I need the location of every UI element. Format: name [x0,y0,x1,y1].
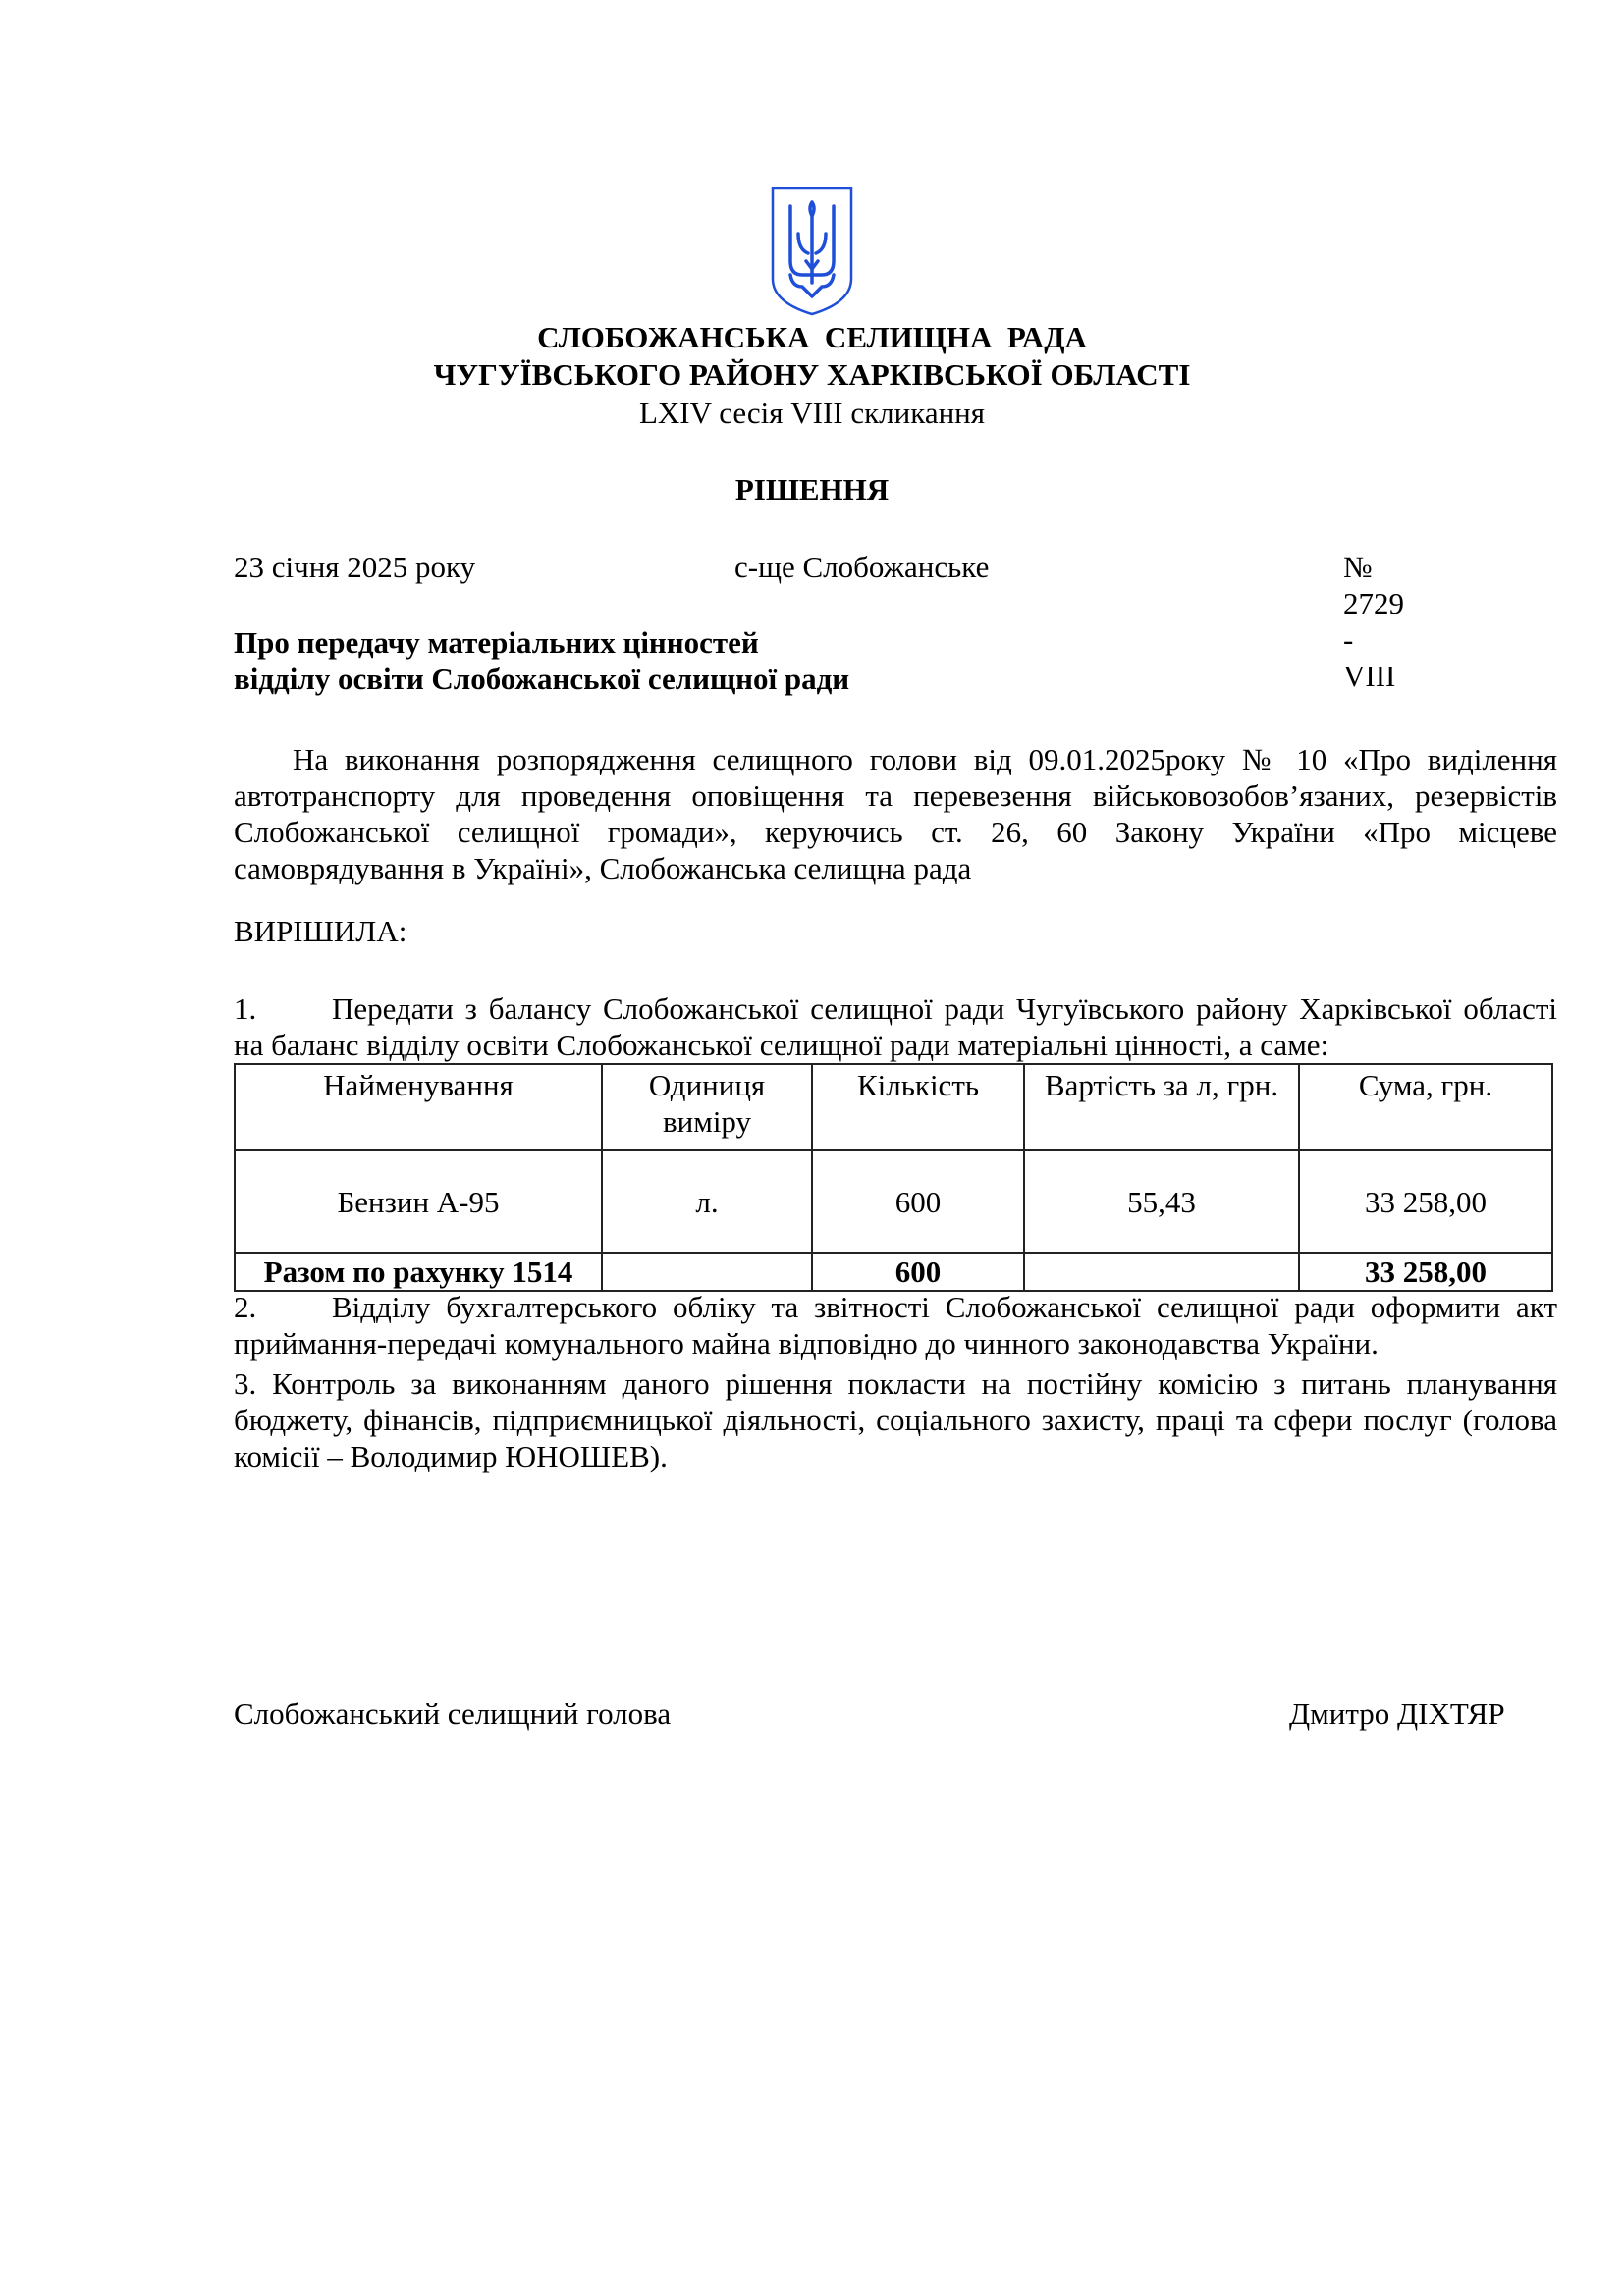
preamble-paragraph [234,741,1557,886]
header-price: Вартість за л, грн. [1024,1064,1299,1150]
header-name: Найменування [235,1064,602,1150]
decision-date: 23 січня 2025 року [234,550,476,584]
session-label: LXIV сесія VIII скликання [638,396,986,430]
resolution-item-2 [234,1289,1557,1362]
cell-unit: л. [602,1150,812,1253]
total-sum: 33 258,00 [1299,1253,1552,1291]
cell-price: 55,43 [1024,1150,1299,1253]
org-name-line1: СЛОБОЖАНСЬКА СЕЛИЩНА РАДА [537,320,1087,354]
resolution-item-3 [234,1365,1557,1474]
resolved-label: ВИРІШИЛА: [234,914,407,948]
signatory-role: Слобожанський селищний голова [234,1696,672,1731]
cell-quantity: 600 [812,1150,1024,1253]
document-page: СЛОБОЖАНСЬКА СЕЛИЩНА РАДА ЧУГУЇВСЬКОГО РАЙОНУ ХАРКІВСЬКОЇ ОБЛАСТІ LXIV сесія VIII скликання РІШЕННЯ 23 січня 2025 року с-ще Слобожанське № 2729 - VIII Про передачу матеріальних цінностей відділу освіти Слобожанської селищної ради На виконання розпорядження селищного голови від 09.01.2025року № 10 «Про виділення автотранспорту для проведення оповіщення та перевезення військовозобов’язаних, резервістів Слобожанської селищної громади», керуючись ст. 26, 60 Закону України «Про місцеве самоврядування в Україні», Слобожанська селищна рада ВИРІШИЛА: 1. Передати з балансу Слобожанської селищної ради Чугуївського району Харківської області на баланс відділу освіти Слобожанської селищної ради матеріальні цінності, а саме: Найменування Одиниця виміру Кількість Вартість за л, грн. Сума, грн. Бензин А-95 л. 600 55,43 33 258,00 Разом по рахунку 1514 600 33 258,00 2. Відділу бухгалтерського обліку та звітності Слобожанської селищної ради оформити акт приймання-передачі комунального майна відповідно до чинного законодавства України. 3. Контроль за виконанням даного рішення покласти на постійну комісію з питань планування бюджету, фінансів, підприємницької діяльності, соціального захисту, праці та сфери послуг (голова комісії – Володимир ЮНОШЕВ). Слобожанський селищний голова Дмитро ДІХТЯР [0,0,1624,2296]
document-type-title: РІШЕННЯ [734,472,890,507]
header-quantity: Кількість [812,1064,1024,1150]
total-quantity: 600 [812,1253,1024,1291]
subject-line2: відділу освіти Слобожанської селищної ради [234,662,850,696]
org-name-line2: ЧУГУЇВСЬКОГО РАЙОНУ ХАРКІВСЬКОЇ ОБЛАСТІ [433,357,1191,392]
item-number: 1. [234,991,257,1026]
item-number: 3. [234,1366,257,1401]
total-unit [602,1253,812,1291]
cell-sum: 33 258,00 [1299,1150,1552,1253]
subject-line1: Про передачу матеріальних цінностей [234,625,759,660]
signatory-name: Дмитро ДІХТЯР [1289,1696,1505,1731]
item-text: Відділу бухгалтерського обліку та звітності Слобожанської селищної ради оформити акт приймання-передачі комунального майна відповідно до чинного законодавства України. [234,1290,1557,1361]
item-text: Передати з балансу Слобожанської селищної ради Чугуївського району Харківської області на баланс відділу освіти Слобожанської селищної ради матеріальні цінності, а саме: [234,991,1557,1062]
item-text: Контроль за виконанням даного рішення покласти на постійну комісію з питань планування бюджету, фінансів, підприємницької діяльності, соціального захисту, праці та сфери послуг (голова комісії – Володимир ЮНОШЕВ). [234,1366,1557,1473]
trident-emblem-icon [769,185,855,318]
cell-name: Бензин А-95 [235,1150,602,1253]
preamble-text: На виконання розпорядження селищного голови від 09.01.2025року № 10 «Про виділення автотранспорту для проведення оповіщення та перевезення військовозобов’язаних, резервістів Слобожанської селищної громади», керуючись ст. 26, 60 Закону України «Про місцеве самоврядування в Україні», Слобожанська селищна рада [234,742,1557,885]
table-total-row [235,1253,1552,1291]
table-row [235,1150,1552,1253]
table-header-row [235,1064,1552,1150]
decision-subject [234,624,849,697]
header-unit: Одиниця виміру [602,1064,812,1150]
decision-place: с-ще Слобожанське [734,550,990,584]
total-price [1024,1253,1299,1291]
header-sum: Сума, грн. [1299,1064,1552,1150]
total-label: Разом по рахунку 1514 [235,1253,602,1291]
resolution-item-1 [234,990,1557,1063]
item-number: 2. [234,1290,257,1324]
assets-table [234,1063,1553,1292]
